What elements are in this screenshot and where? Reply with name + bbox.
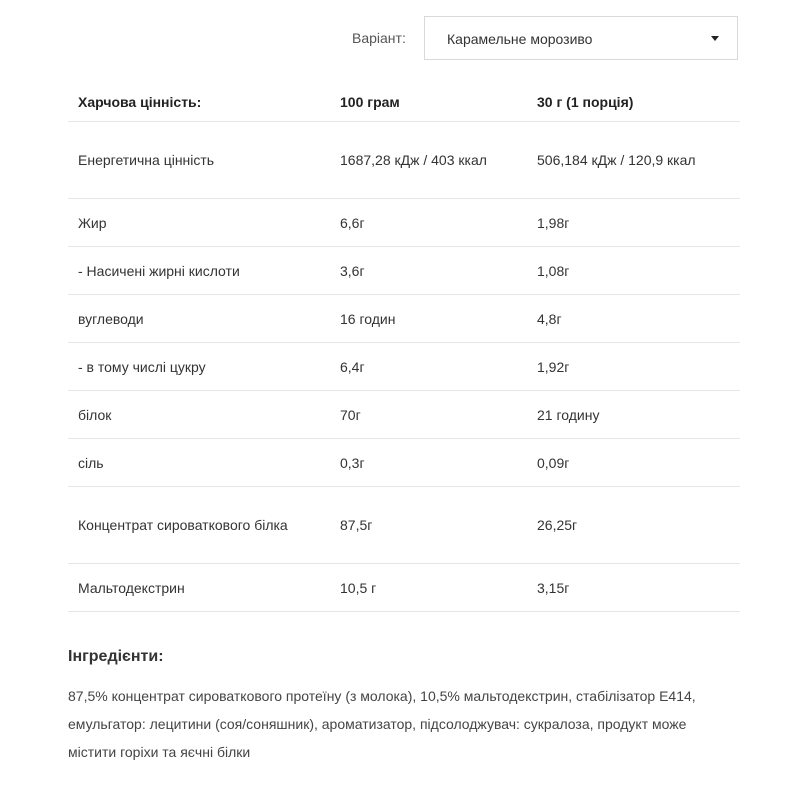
ingredients-text: 87,5% концентрат сироваткового протеїну (з молока), 10,5% мальтодекстрин, стабілізатор E414, емульгатор: лецитини (соя/соняшник), ароматизатор, підсолоджувач: сукралоза, продукт може містити горіхи та яєчні білки xyxy=(68,688,696,760)
nutrient-name: Мальтодекстрин xyxy=(68,564,330,612)
nutrient-name: - в тому числі цукру xyxy=(68,343,330,391)
nutrient-name: білок xyxy=(68,391,330,439)
table-row xyxy=(68,487,740,564)
table-row xyxy=(68,343,740,391)
nutrient-name: сіль xyxy=(68,439,330,487)
nutrient-name: Енергетична цінність xyxy=(68,122,330,199)
variant-label: Варіант: xyxy=(352,30,406,46)
nutrient-name: вуглеводи xyxy=(68,295,330,343)
table-row xyxy=(68,247,740,295)
table-row xyxy=(68,295,740,343)
table-row xyxy=(68,122,740,199)
table-row xyxy=(68,439,740,487)
nutrient-name: - Насичені жирні кислоти xyxy=(68,247,330,295)
value-per-serving: 3,15г xyxy=(527,564,740,612)
table-row xyxy=(68,391,740,439)
variant-selector-row xyxy=(0,16,740,62)
nutrition-table xyxy=(68,82,740,612)
value-per-100g: 16 годин xyxy=(330,295,527,343)
value-per-100g: 10,5 г xyxy=(330,564,527,612)
nutrient-name: Концентрат сироваткового білка xyxy=(68,487,330,564)
value-per-100g: 6,4г xyxy=(330,343,527,391)
value-per-100g: 6,6г xyxy=(330,199,527,247)
chevron-down-icon xyxy=(711,36,719,41)
header-nutrient: Харчова цінність: xyxy=(68,82,330,122)
variant-selected-value: Карамельне морозиво xyxy=(447,31,593,47)
table-header-row xyxy=(68,82,740,122)
table-row xyxy=(68,564,740,612)
table-row xyxy=(68,199,740,247)
value-per-serving: 21 годину xyxy=(527,391,740,439)
value-per-100g: 70г xyxy=(330,391,527,439)
value-per-serving: 506,184 кДж / 120,9 ккал xyxy=(527,122,740,199)
value-per-100g: 3,6г xyxy=(330,247,527,295)
value-per-serving: 1,08г xyxy=(527,247,740,295)
header-per-100g: 100 грам xyxy=(330,82,527,122)
value-per-100g: 0,3г xyxy=(330,439,527,487)
value-per-serving: 1,92г xyxy=(527,343,740,391)
value-per-serving: 4,8г xyxy=(527,295,740,343)
nutrient-name: Жир xyxy=(68,199,330,247)
value-per-serving: 26,25г xyxy=(527,487,740,564)
value-per-100g: 87,5г xyxy=(330,487,527,564)
value-per-100g: 1687,28 кДж / 403 ккал xyxy=(330,122,527,199)
value-per-serving: 0,09г xyxy=(527,439,740,487)
value-per-serving: 1,98г xyxy=(527,199,740,247)
ingredients-title: Інгредієнти: xyxy=(68,648,164,665)
variant-select[interactable] xyxy=(424,16,738,60)
header-per-serving: 30 г (1 порція) xyxy=(527,82,740,122)
